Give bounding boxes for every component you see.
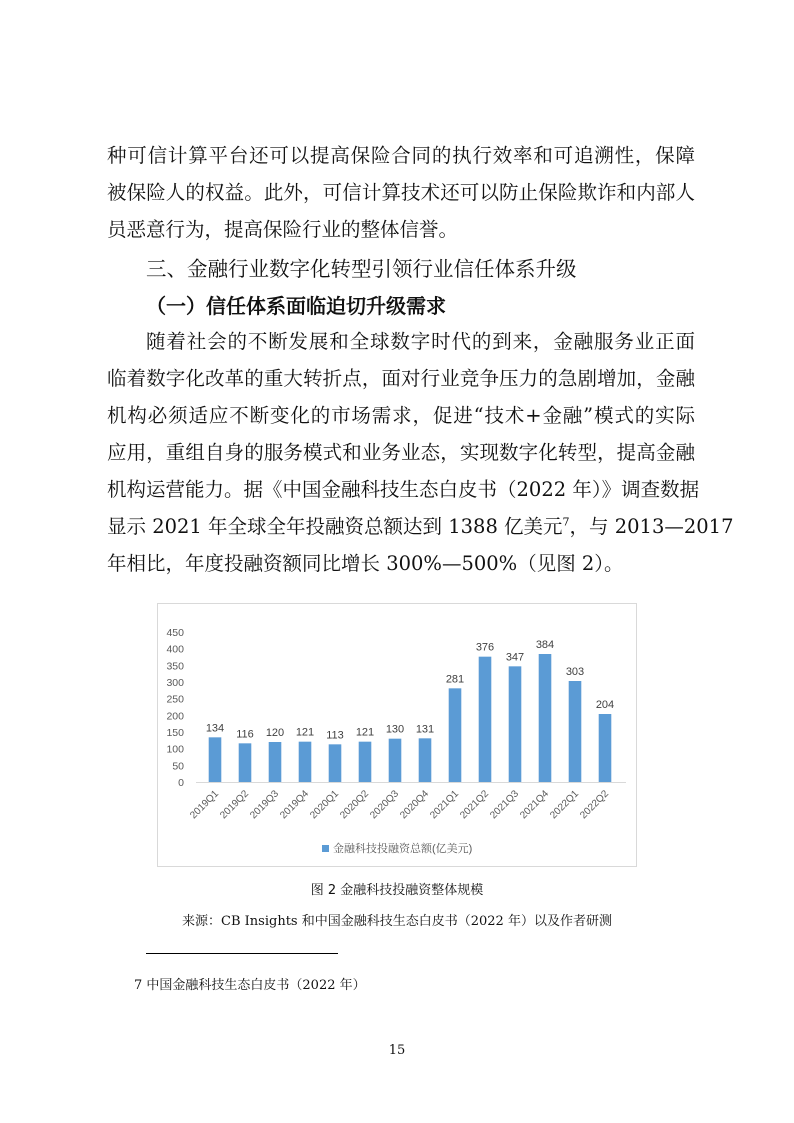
text-segment: ，与 2013—2017 <box>569 515 734 538</box>
x-tick-label: 2021Q2 <box>458 788 492 822</box>
x-tick-label: 2019Q4 <box>278 788 312 822</box>
x-tick-label: 2020Q3 <box>368 788 402 822</box>
bar <box>389 739 402 782</box>
x-tick-label: 2021Q3 <box>488 788 522 822</box>
bar-chart <box>157 603 637 867</box>
figure-caption: 图 2 金融科技投融资整体规模 <box>310 883 484 898</box>
bar <box>449 688 462 782</box>
data-label: 347 <box>505 651 525 664</box>
x-tick-label: 2019Q1 <box>188 788 222 822</box>
text-line: 被保险人的权益。此外，可信计算技术还可以防止保险欺诈和内部人 <box>107 181 695 204</box>
footnote-divider <box>146 953 338 954</box>
x-tick-label: 2022Q2 <box>578 788 612 822</box>
data-label: 134 <box>205 722 225 735</box>
x-tick-label: 2020Q4 <box>398 788 432 822</box>
x-tick-label: 2019Q3 <box>248 788 282 822</box>
data-label: 384 <box>535 639 555 651</box>
bar <box>329 744 342 782</box>
bar <box>359 742 372 782</box>
data-label: 130 <box>385 723 405 736</box>
text-line <box>107 508 734 545</box>
data-label: 113 <box>326 729 344 742</box>
data-label: 120 <box>265 727 285 739</box>
text-segment: 显示 2021 年全球全年投融资总额达到 1388 亿美元 <box>107 515 563 538</box>
x-tick-label: 2020Q2 <box>338 788 372 822</box>
data-label: 116 <box>236 728 254 741</box>
data-label: 204 <box>595 699 615 711</box>
section-heading: 三、金融行业数字化转型引领行业信任体系升级 <box>146 257 577 281</box>
y-tick-label: 400 <box>166 643 184 656</box>
text-line: 随着社会的不断发展和全球数字时代的到来，金融服务业正面 <box>146 330 695 353</box>
bar <box>569 681 582 782</box>
text-line: 员恶意行为，提高保险行业的整体信誉。 <box>107 218 459 241</box>
text-line: 年相比，年度投融资额同比增长 300%—500%（见图 2）。 <box>107 552 624 575</box>
data-label: 376 <box>475 641 495 654</box>
bar <box>599 714 612 782</box>
footnote-ref[interactable]: 7 <box>562 515 570 529</box>
page-number: 15 <box>388 1043 406 1058</box>
footnote: 7 中国金融科技生态白皮书（2022 年） <box>134 978 366 993</box>
data-label: 303 <box>565 666 585 678</box>
legend-label: 金融科技投融资总额(亿美元) <box>333 843 473 855</box>
text-line: 临着数字化改革的重大转折点，面对行业竞争压力的急剧增加，金融 <box>107 367 695 390</box>
figure-source: 来源：CB Insights 和中国金融科技生态白皮书（2022 年）以及作者研测 <box>182 914 612 929</box>
bar <box>299 742 312 782</box>
text-line: 种可信计算平台还可以提高保险合同的执行效率和可追溯性，保障 <box>107 144 695 167</box>
bar <box>479 657 492 782</box>
x-tick-label: 2019Q2 <box>218 788 252 822</box>
subsection-heading: （一）信任体系面临迫切升级需求 <box>146 294 446 318</box>
text-line: 机构运营能力。据《中国金融科技生态白皮书（2022 年）》调查数据 <box>107 478 700 501</box>
y-tick-label: 200 <box>166 710 184 723</box>
data-label: 121 <box>355 726 375 739</box>
y-tick-label: 250 <box>166 693 184 706</box>
bar <box>269 742 282 782</box>
data-label: 131 <box>415 723 435 736</box>
y-tick-label: 450 <box>166 627 184 639</box>
y-tick-label: 350 <box>166 660 184 673</box>
chart-canvas <box>158 604 638 868</box>
data-label: 121 <box>295 726 315 739</box>
x-tick-label: 2022Q1 <box>548 788 582 822</box>
bar <box>539 654 552 782</box>
paragraph-continuation <box>107 137 695 248</box>
x-tick-label: 2020Q1 <box>308 788 342 822</box>
bar <box>209 737 222 782</box>
x-tick-label: 2021Q4 <box>518 788 552 822</box>
y-tick-label: 300 <box>166 677 184 689</box>
bar <box>509 666 522 782</box>
paragraph-main <box>107 323 734 582</box>
x-tick-label: 2021Q1 <box>428 788 462 822</box>
bar <box>239 743 252 782</box>
text-line: 应用，重组自身的服务模式和业务业态，实现数字化转型，提高金融 <box>107 441 695 464</box>
y-tick-label: 0 <box>178 777 184 789</box>
data-label: 281 <box>445 673 465 686</box>
text-line: 机构必须适应不断变化的市场需求，促进“技术+金融”模式的实际 <box>107 404 695 427</box>
y-tick-label: 100 <box>166 743 184 756</box>
bar <box>419 738 432 782</box>
y-tick-label: 150 <box>166 727 184 739</box>
legend-swatch <box>322 845 329 852</box>
y-tick-label: 50 <box>172 760 184 773</box>
